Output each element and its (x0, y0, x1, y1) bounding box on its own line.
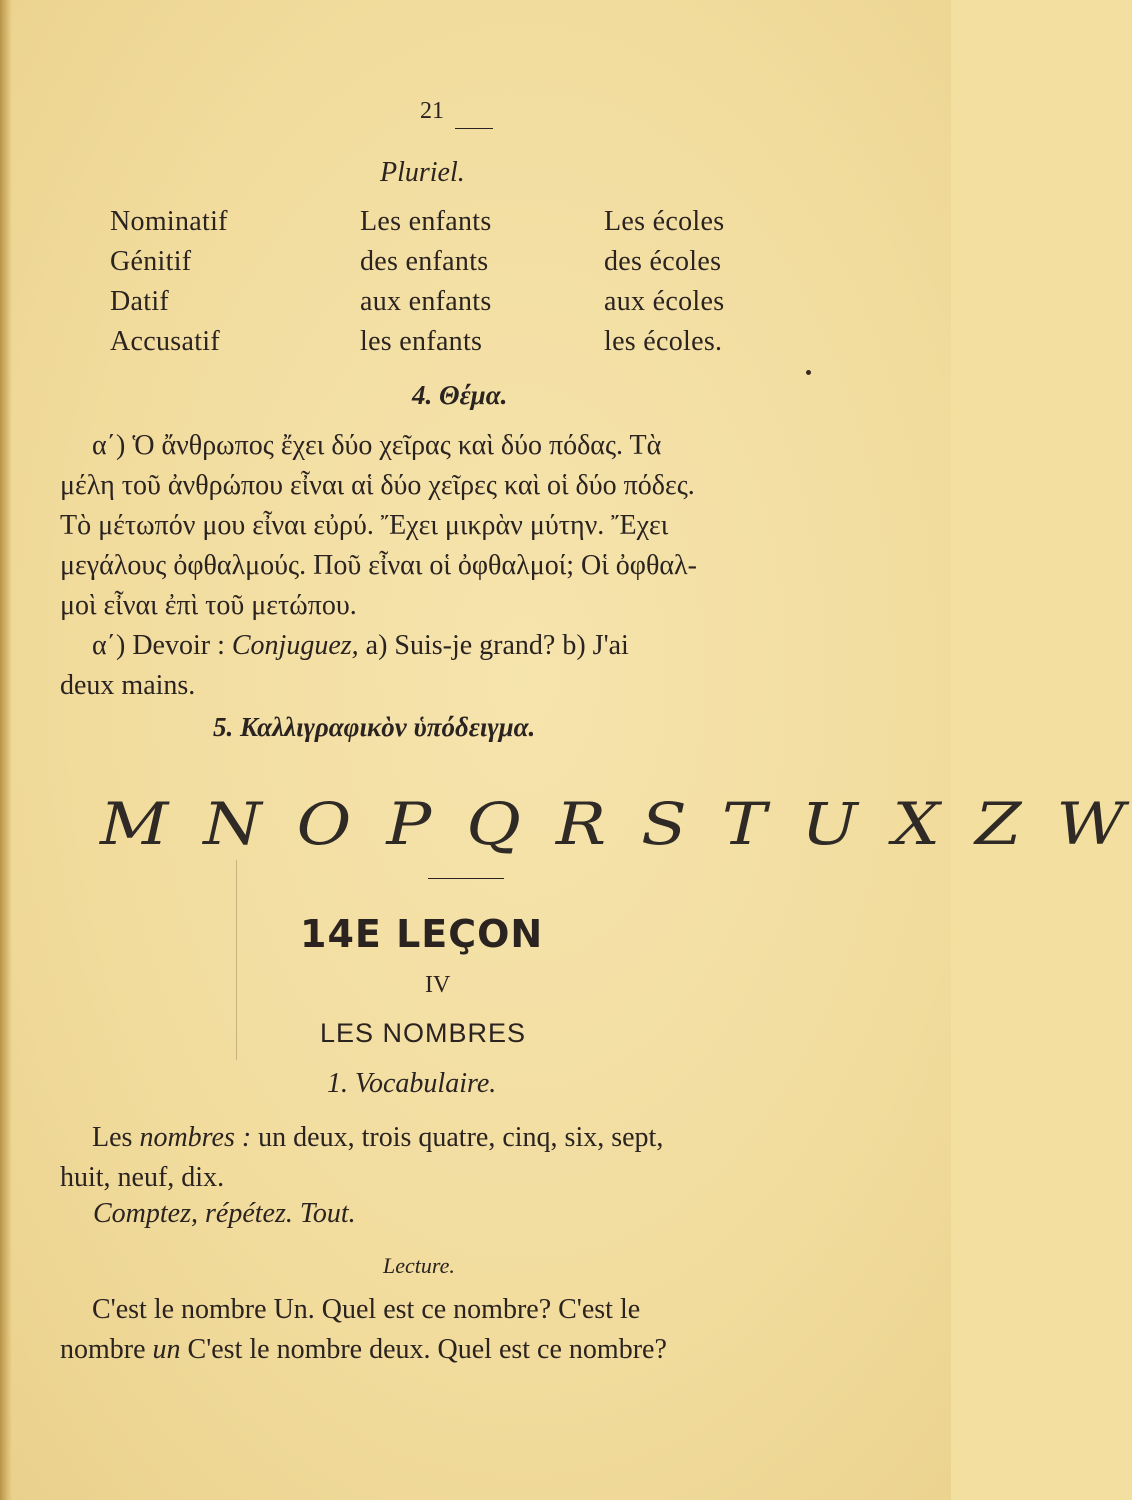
vocab-prefix: Les (92, 1122, 133, 1153)
case-label: Génitif (110, 246, 192, 277)
lecture-heading: Lecture. (383, 1253, 455, 1278)
devoir-verb: Conjuguez, (231, 630, 359, 661)
page-number: 21 (420, 98, 444, 124)
greek-line: α΄) Ὁ ἄνθρωπος ἔχει δύο χεῖρας καὶ δύο πόδας. Τὰ (92, 430, 662, 461)
thema-heading: 4. Θέμα. (412, 380, 508, 410)
vocab-keyword: nombres : (139, 1122, 252, 1153)
ecoles-form: des écoles (604, 246, 722, 277)
lecture-line2-prefix: nombre (60, 1334, 146, 1365)
ecoles-form: Les écoles (604, 206, 725, 237)
devoir-paragraph (60, 626, 820, 706)
case-label: Accusatif (110, 326, 220, 357)
vocab-line (60, 1118, 820, 1158)
greek-line: μέλη τοῦ ἀνθρώπου εἶναι αἱ δύο χεῖρες καὶ οἱ δύο πόδες. (60, 470, 695, 501)
section-divider (428, 878, 504, 879)
case-label: Nominatif (110, 206, 228, 237)
lesson-title: 14E LEÇON (300, 912, 544, 956)
case-label: Datif (110, 286, 170, 317)
comptez-line: Comptez, répétez. Tout. (93, 1198, 356, 1229)
page-spine-edge (0, 0, 12, 1500)
ecoles-form: les écoles. (604, 326, 723, 357)
vocab-paragraph (60, 1118, 820, 1198)
devoir-line (60, 626, 820, 666)
lecture-line-2 (60, 1330, 820, 1370)
lecture-line2-italic: un (152, 1334, 181, 1365)
vocab-line-2: huit, neuf, dix. (60, 1162, 225, 1193)
lesson-number: IV (425, 972, 451, 998)
ecoles-form: aux écoles (604, 286, 725, 317)
page-number-rule (455, 128, 493, 129)
section-title-pluriel: Pluriel. (380, 157, 465, 188)
vocab-heading: 1. Vocabulaire. (327, 1068, 497, 1099)
enfants-form: les enfants (360, 326, 483, 357)
calligraphy-sample: M N O P Q R S T U X Z W (100, 790, 1132, 858)
enfants-form: Les enfants (360, 206, 492, 237)
greek-line: Τὸ μέτωπόν μου εἶναι εὐρύ. Ἔχει μικρὰν μύτην. Ἔχει (60, 510, 669, 541)
lecture-paragraph (60, 1290, 820, 1370)
ink-dot (806, 370, 811, 375)
vocab-rest: un deux, trois quatre, cinq, six, sept, (258, 1122, 664, 1153)
enfants-form: des enfants (360, 246, 489, 277)
greek-line: μεγάλους ὀφθαλμούς. Ποῦ εἶναι οἱ ὀφθαλμοί; Οἱ ὀφθαλ- (60, 550, 697, 581)
enfants-form: aux enfants (360, 286, 492, 317)
lesson-subject: LES NOMBRES (320, 1018, 527, 1048)
lecture-line-1: C'est le nombre Un. Quel est ce nombre? C'est le (92, 1294, 641, 1325)
devoir-line-2: deux mains. (60, 670, 196, 701)
lecture-line2-rest: C'est le nombre deux. Quel est ce nombre? (187, 1334, 667, 1365)
devoir-prefix: α΄) Devoir : (92, 630, 225, 661)
greek-paragraph (60, 426, 820, 626)
devoir-rest: a) Suis-je grand? b) J'ai (365, 630, 629, 661)
calligraphy-heading: 5. Καλλιγραφικὸν ὑπόδειγμα. (213, 712, 536, 742)
greek-line: μοὶ εἶναι ἐπὶ τοῦ μετώπου. (60, 590, 357, 621)
pencil-mark (236, 860, 237, 1060)
